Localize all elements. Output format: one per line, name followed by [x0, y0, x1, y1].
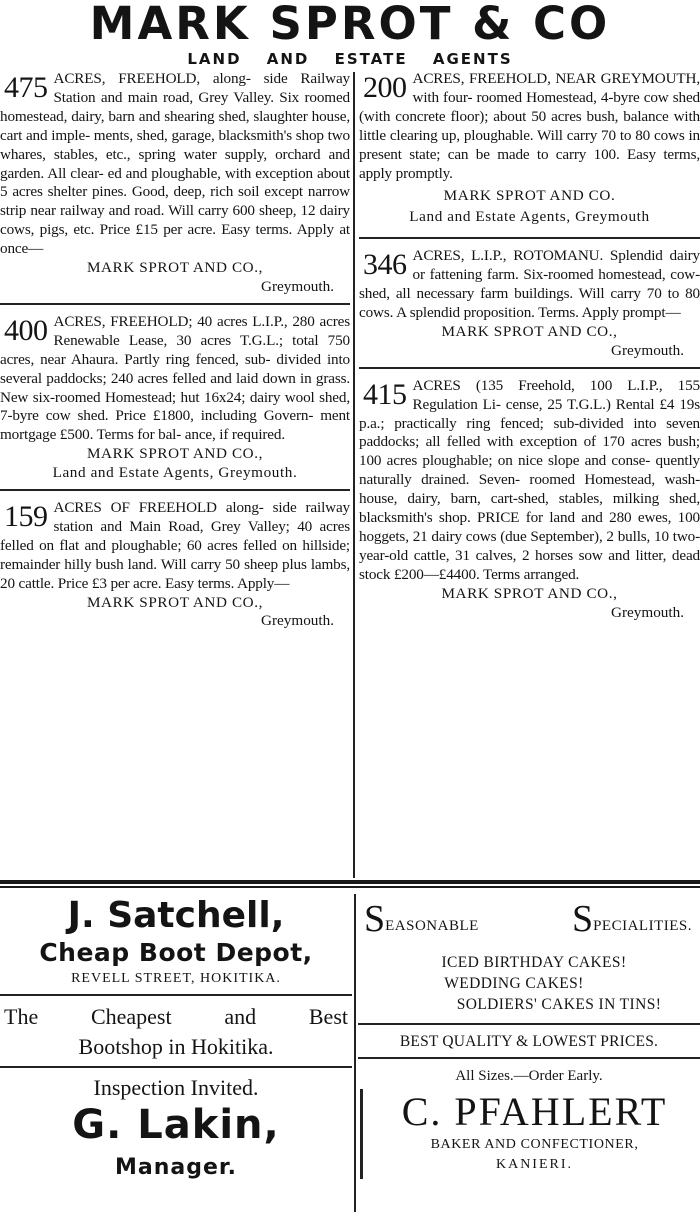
best-quality-line: BEST QUALITY & LOWEST PRICES.	[399, 1033, 659, 1050]
ad-body-text: ACRES, FREEHOLD, NEAR GREYMOUTH, with four- roomed Homestead, 4-byre cow shed (with concrete floor); about 50 acres bush, balance with little clearing up, ploughable. Will carry 70 to 80 cows in present state; can be made to carry 100. Easy terms, apply promptly.	[359, 70, 700, 182]
ad-body-text: ACRES, L.I.P., ROTOMANU. Splendid dairy or fattening farm. Six-roomed homestead, cow- shed, all necessary farm buildings. Will carry 70 to 80 cows. A splendid proposition. Terms. Apply prompt—	[359, 247, 700, 321]
column-divider	[353, 72, 355, 878]
satchell-tagline: Cheap Boot Depot,	[39, 938, 313, 967]
ad-signature-location: Land and Estate Agents, Greymouth.	[52, 464, 298, 482]
ad-acreage-number: 346	[363, 248, 407, 282]
satchell-advertisement	[0, 892, 352, 1214]
heading-word-specialities	[571, 898, 692, 940]
ad-divider	[0, 489, 350, 491]
pfahlert-text	[369, 1089, 700, 1179]
ad-divider	[359, 237, 700, 239]
ad-body-text: ACRES, FREEHOLD; 40 acres L.I.P., 280 acres Renewable Lease, 30 acres T.G.L.; total 750 acres, near Ahaura. Partly ring fenced, sub- divided into several paddocks; 240 acres felled and laid down in grass. New six-roomed Homestead; hut 16x24; dairy wool shed, 7-byre cow shed. Price £1800, including Govern- ment mortgage £500. Terms for bal- ance, if required.	[0, 312, 350, 444]
initial-letter: S	[364, 898, 386, 940]
ad-signature-location: Greymouth.	[261, 277, 334, 295]
pfahlert-town: KANIERI.	[495, 1157, 574, 1172]
ad-body-text: ACRES (135 Freehold, 100 L.I.P., 155 Regulation Li- cense, 25 T.G.L.) Rental £4 19s p.a.; practically ring fenced; sub-divided into seven paddocks; all felled with exception of 170 acres bush; 100 acres ploughable; on nice slope and conse- quently naturally drained. Seven- roomed Homestead, wash-house, dairy, barn, cart-shed, stables, milking shed, blacksmith's shop. PRICE for land and 280 ewes, 100 hoggets, 21 dairy cows (due September), 2 bulls, 10 two- year-old cattle, 31 calves, 2 horses sow and litter, dead stock £200—£4400. Terms arranged.	[359, 376, 700, 583]
ad-acreage-number: 415	[363, 377, 407, 411]
ad-body-text: ACRES, FREEHOLD, along- side Railway Station and main road, Grey Valley. Six roomed homestead, dairy, barn and shearing shed, slaughter house, cart and imple- ments, shed, garage, blacksmith's shop two whares, stables, etc., spring water supply, orchard and garden. All clear- ed and ploughable, with exception about 5 acres shelter pines. Good, deep, rich soil except narrow strip near railway and road. Will carry 600 sheep, 12 dairy cows, pigs, etc. Price £15 per acre. Easy terms. Apply at once—	[0, 70, 350, 258]
ad-475-acres	[0, 70, 350, 297]
ad-signature-agent: MARK SPROT AND CO.,	[441, 322, 618, 340]
ad-signature-location: Greymouth.	[261, 612, 334, 630]
column-divider-lower	[354, 894, 356, 1212]
ad-acreage-number: 200	[363, 71, 407, 104]
satchell-invite: Inspection Invited.	[93, 1075, 259, 1100]
right-ads-column	[359, 70, 700, 878]
ad-signature-agent: MARK SPROT AND CO.	[443, 187, 616, 205]
ad-divider	[358, 1057, 700, 1059]
heading-word: PECIALITIES.	[593, 918, 692, 934]
heading-word: EASONABLE	[385, 918, 479, 934]
ad-346-acres	[359, 247, 700, 360]
side-rule	[360, 1089, 363, 1179]
ad-signature-location: Greymouth.	[611, 603, 684, 621]
masthead-subtitle: LAND AND ESTATE AGENTS	[187, 50, 513, 68]
spacer	[358, 936, 700, 952]
pfahlert-signature-block	[358, 1089, 700, 1179]
ad-divider	[358, 1023, 700, 1025]
ad-signature-agent: MARK SPROT AND CO.,	[441, 584, 618, 602]
manager-title: Manager.	[115, 1155, 237, 1180]
ad-divider	[0, 994, 352, 996]
ad-acreage-number: 159	[4, 500, 48, 534]
ad-divider	[359, 367, 700, 369]
ad-200-acres	[359, 70, 700, 227]
ad-acreage-number: 475	[4, 71, 48, 104]
satchell-name: J. Satchell,	[67, 895, 285, 936]
section-divider-thick	[0, 880, 700, 884]
ad-signature-agent: MARK SPROT AND CO.,	[86, 445, 264, 463]
ad-signature-location: Greymouth.	[611, 341, 684, 359]
left-ads-column	[0, 70, 350, 878]
ad-body-text: ACRES OF FREEHOLD along- side railway station and Main Road, Grey Valley; 40 acres felled on flat and ploughable; 60 acres felled on hillside; remainder hilly bush land. Will carry 50 sheep plus lambs, 20 cattle. Price £3 per acre. Easy terms. Apply—	[0, 499, 350, 592]
pfahlert-name: C. PFAHLERT	[401, 1089, 668, 1134]
ad-signature-location: Land and Estate Agents, Greymouth	[409, 208, 650, 226]
order-line: All Sizes.—Order Early.	[455, 1068, 603, 1084]
ad-159-acres	[0, 499, 350, 631]
cake-item-soldiers: SOLDIERS' CAKES IN TINS!	[456, 996, 662, 1013]
ad-415-acres	[359, 377, 700, 623]
ad-acreage-number: 400	[4, 313, 48, 347]
satchell-slogan-line1: The Cheapest and Best	[4, 1004, 348, 1029]
satchell-address: REVELL STREET, HOKITIKA.	[71, 971, 281, 986]
satchell-slogan-line2: Bootshop in Hokitika.	[78, 1034, 274, 1059]
ad-400-acres	[0, 313, 350, 483]
pfahlert-trade: BAKER AND CONFECTIONER,	[430, 1137, 639, 1152]
cake-item-wedding: WEDDING CAKES!	[444, 975, 584, 992]
pfahlert-advertisement	[358, 892, 700, 1214]
ad-divider	[0, 1066, 352, 1068]
manager-name: G. Lakin,	[72, 1102, 280, 1148]
seasonable-specialities-heading	[358, 898, 700, 940]
section-divider-thin	[0, 886, 700, 888]
ad-signature-agent: MARK SPROT AND CO.,	[86, 593, 264, 611]
cake-item-birthday: ICED BIRTHDAY CAKES!	[441, 954, 627, 971]
ad-signature-agent: MARK SPROT AND CO.,	[86, 259, 264, 277]
heading-word-seasonable	[364, 898, 479, 940]
initial-letter: S	[571, 898, 594, 940]
ad-divider	[0, 303, 350, 305]
masthead-title: MARK SPROT & CO	[89, 0, 611, 50]
